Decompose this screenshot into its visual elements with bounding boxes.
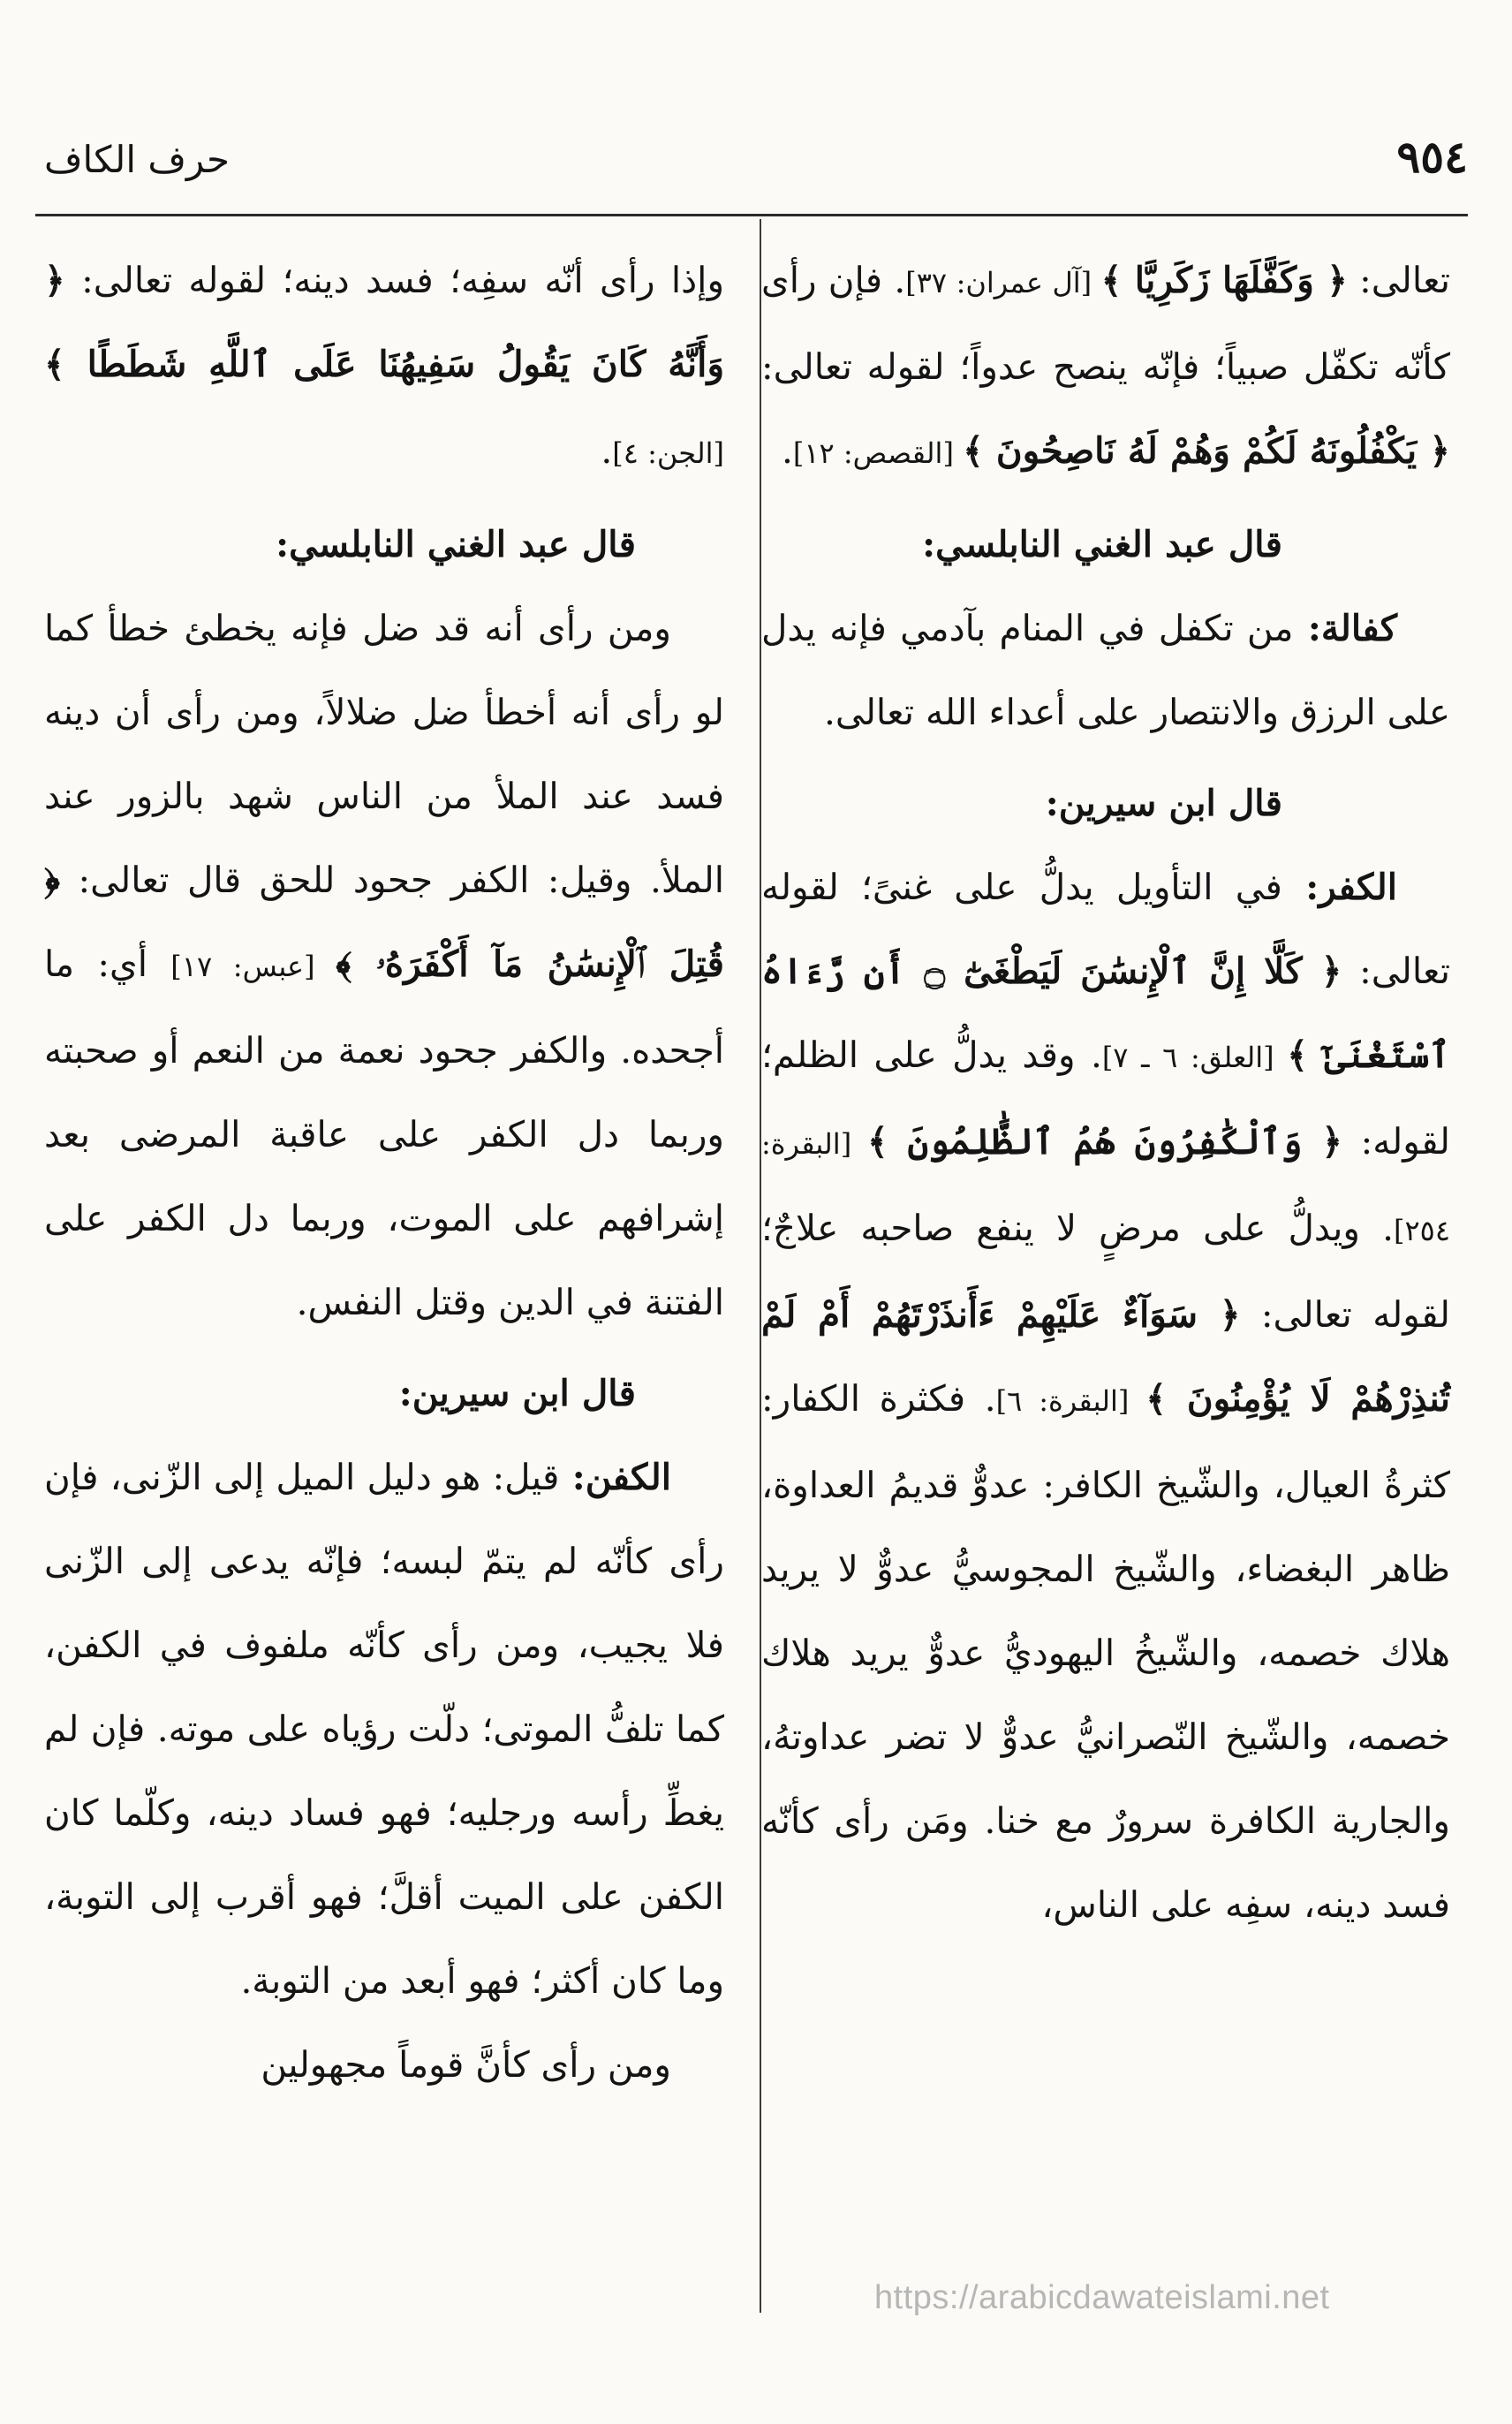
entry-term: كفالة: bbox=[1293, 607, 1398, 649]
quran-verse: ﴿ يَكْفُلُونَهُ لَكُمْ وَهُمْ لَهُ نَاصِحُونَ ﴾ bbox=[963, 429, 1450, 472]
text-run: ومن رأى أنه قد ضل فإنه يخطئ خطأ كما لو رأى أنه أخطأ ضل ضلالاً، ومن رأى أن دينه فسد عند الملأ من الناس شهد بالزور عند الملأ. وقيل: الكفر جحود للحق قال تعالى: bbox=[44, 607, 724, 901]
verse-reference: [البقرة: ٦] bbox=[995, 1384, 1146, 1418]
text-run: قال ابن سيرين: bbox=[398, 1372, 636, 1414]
text-run: . bbox=[601, 429, 613, 472]
paragraph bbox=[44, 587, 724, 1345]
text-run: . فإن رأى كأنّه تكفّل صبياً؛ فإنّه ينصح عدواً؛ لقوله تعالى: bbox=[761, 259, 1450, 388]
verse-reference: [الجن: ٤] bbox=[612, 436, 724, 470]
verse-reference: [القصص: ١٢] bbox=[792, 436, 964, 470]
quran-verse: ﴿ كَلَّا إِنَّ ٱلْإِنسَٰنَ لَيَطْغَىٰٓ ۝ أَن رَّءَاهُ ٱسْتَغْنَىٰٓ ﴾ bbox=[761, 950, 1450, 1076]
text-run: قال عبد الغني النابلسي: bbox=[276, 523, 636, 565]
text-run: تعالى: bbox=[1347, 259, 1451, 301]
text-run: قال ابن سيرين: bbox=[1045, 782, 1282, 824]
left-column bbox=[44, 239, 724, 2107]
text-run: قال عبد الغني النابلسي: bbox=[922, 523, 1282, 565]
text-run: . فكثرة الكفار: كثرةُ العيال، والشّيخ الكافر: عدوٌّ قديمُ العداوة، ظاهر البغضاء، والشّيخ المجوسيُّ عدوٌّ لا يريد هلاك خصمه، والشّيخُ اليهوديُّ عدوٌّ يريد هلاك خصمه، والشّيخ النّصرانيُّ عدوٌّ لا تضر عداوتهُ، والجارية الكافرة سرورٌ مع خنا. ومَن رأى كأنّه فسد دينه، سفِه على الناس، bbox=[761, 1377, 1450, 1926]
page-number: ٩٥٤ bbox=[1396, 131, 1468, 183]
paragraph bbox=[44, 2023, 724, 2107]
paragraph bbox=[761, 845, 1450, 1947]
text-run: . وقد يدلُّ على الظلم؛ لقوله: bbox=[761, 1034, 1451, 1163]
paragraph bbox=[761, 587, 1450, 754]
section-heading bbox=[44, 1352, 724, 1435]
text-run: أي: ما أجحده. والكفر جحود نعمة من النعم أو صحبته وربما دل الكفر على عاقبة المرضى بعد إشرافهم على الموت، وربما دل الكفر على الفتنة في الدين وقتل النفس. bbox=[44, 943, 724, 1323]
text-run: في التأويل يدلُّ على غنىً؛ لقوله تعالى: bbox=[761, 866, 1450, 992]
verse-reference: [عبس: ١٧] bbox=[170, 950, 336, 983]
right-column bbox=[761, 239, 1450, 1947]
entry-term: الكفر: bbox=[1281, 866, 1398, 908]
quran-verse: ﴿ وَأَنَّهُ كَانَ يَقُولُ سَفِيهُنَا عَلَى ٱللَّهِ شَطَطًا ﴾ bbox=[44, 259, 724, 385]
quran-verse: ﴿ قُتِلَ ٱلْإِنسَٰنُ مَآ أَكْفَرَهُۥ ﴾ bbox=[44, 859, 724, 985]
quran-verse: ﴿ سَوَآءٌ عَلَيْهِمْ ءَأَنذَرْتَهُمْ أَمْ لَمْ تُنذِرْهُمْ لَا يُؤْمِنُونَ ﴾ bbox=[761, 1293, 1451, 1420]
text-run: . bbox=[781, 429, 793, 472]
paragraph bbox=[761, 239, 1450, 496]
section-heading bbox=[44, 503, 724, 587]
text-run: ومن رأى كأنَّ قوماً مجهولين bbox=[261, 2043, 671, 2086]
header-rule bbox=[35, 214, 1468, 216]
text-run: قيل: هو دليل الميل إلى الزّنى، فإن رأى كأنّه لم يتمّ لبسه؛ فإنّه يدعى إلى الزّنى فلا يجيب، ومن رأى كأنّه ملفوف في الكفن، كما تلفُّ الموتى؛ دلّت رؤياه على موته. فإن لم يغطِّ رأسه ورجليه؛ فهو فساد دينه، وكلّما كان الكفن على الميت أقلَّ؛ فهو أقرب إلى التوبة، وما كان أكثر؛ فهو أبعد من التوبة. bbox=[44, 1456, 724, 2002]
paragraph bbox=[44, 239, 724, 496]
text-run: وإذا رأى أنّه سفِه؛ فسد دينه؛ لقوله تعالى: bbox=[64, 259, 724, 301]
text-run: . ويدلُّ على مرضٍ لا ينفع صاحبه علاجٌ؛ لقوله تعالى: bbox=[761, 1207, 1450, 1336]
watermark-url: https://arabicdawateislami.net bbox=[874, 2279, 1330, 2316]
verse-reference: [العلق: ٦ ـ ٧] bbox=[1101, 1041, 1288, 1074]
verse-reference: [آل عمران: ٣٧] bbox=[905, 266, 1101, 299]
quran-verse: ﴿ وَكَفَّلَهَا زَكَرِيَّا ﴾ bbox=[1100, 259, 1348, 301]
section-heading bbox=[761, 761, 1450, 845]
running-head: حرف الكاف bbox=[44, 138, 231, 181]
entry-term: الكفن: bbox=[559, 1456, 672, 1498]
section-heading bbox=[761, 503, 1450, 587]
quran-verse: ﴿ وَٱلْكَٰفِرُونَ هُمُ ٱلظَّٰلِمُونَ ﴾ bbox=[867, 1120, 1343, 1163]
verse-reference: [البقرة: ٢٥٤] bbox=[761, 1127, 1450, 1247]
paragraph bbox=[44, 1435, 724, 2023]
page-header bbox=[44, 124, 1468, 203]
text-run: من تكفل في المنام بآدمي فإنه يدل على الرزق والانتصار على أعداء الله تعالى. bbox=[761, 607, 1450, 733]
